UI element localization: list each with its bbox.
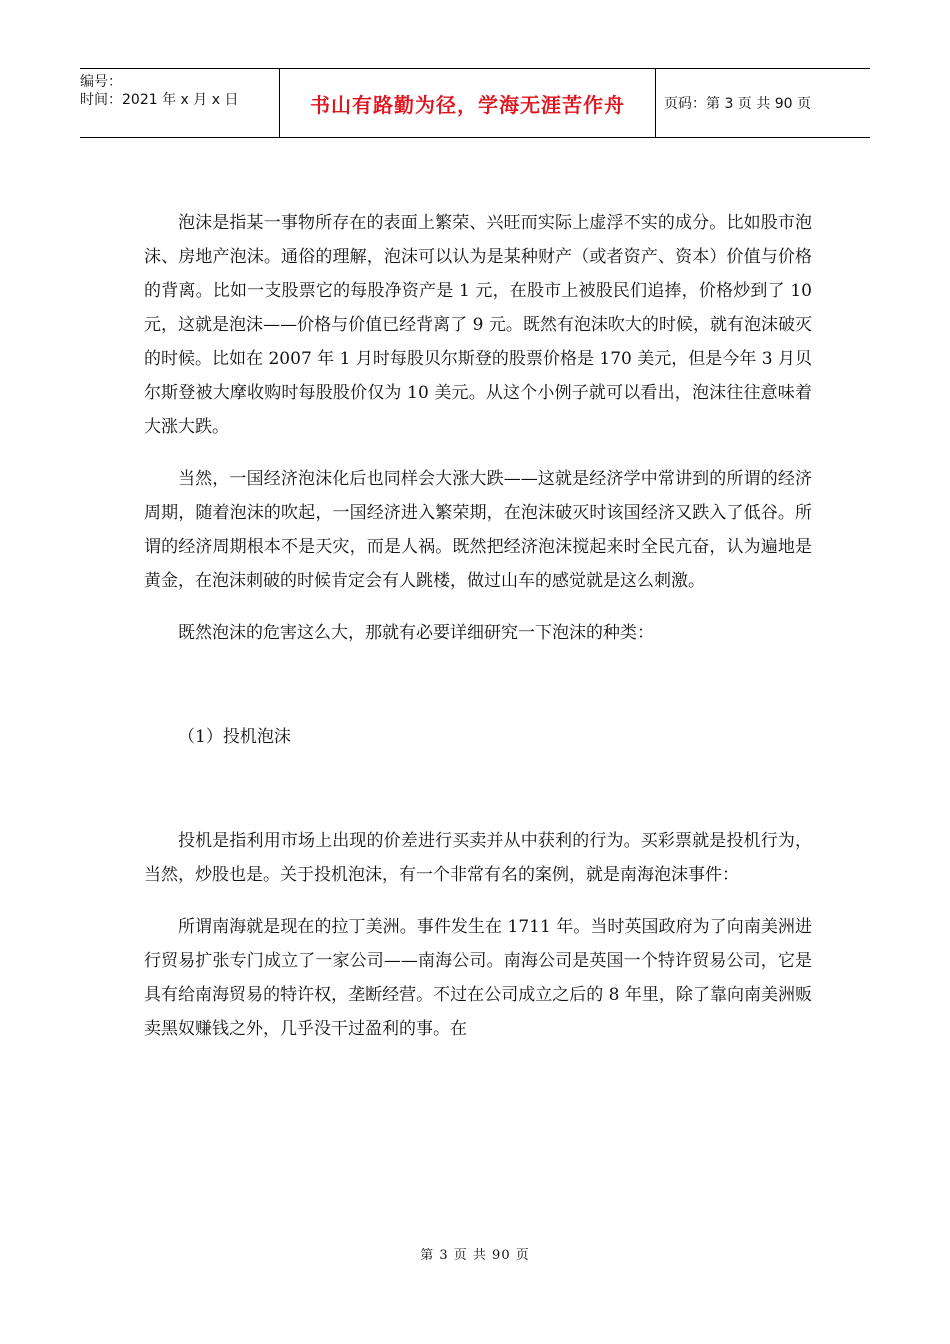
time-label: 时间：2021 年 x 月 x 日 <box>80 92 239 108</box>
header-slogan: 书山有路勤为径，学海无涯苦作舟 <box>310 92 625 117</box>
page-header <box>80 68 870 138</box>
footer-page-number: 第 3 页 共 90 页 <box>420 1248 530 1263</box>
header-meta <box>80 69 280 137</box>
section-heading: （1）投机泡沫 <box>178 727 291 747</box>
paragraph-4: 投机是指利用市场上出现的价差进行买卖并从中获利的行为。买彩票就是投机行为，当然，炒股也是。关于投机泡沫，有一个非常有名的案例，就是南海泡沫事件： <box>144 831 812 885</box>
paragraph-1: 泡沫是指某一事物所存在的表面上繁荣、兴旺而实际上虚浮不实的成分。比如股市泡沫、房地产泡沫。通俗的理解，泡沫可以认为是某种财产（或者资产、资本）价值与价格的背离。比如一支股票它的每股净资产是 1 元，在股市上被股民们追捧，价格炒到了 10 元，这就是泡沫——价格与价值已经背离了 9 元。既然有泡沫吹大的时候，就有泡沫破灭的时候。比如在 2007 年 1 月时每股贝尔斯登的股票价格是 170 美元，但是今年 3 月贝尔斯登被大摩收购时每股股价仅为 10 美元。从这个小例子就可以看出，泡沫往往意味着大涨大跌。 <box>144 213 812 437</box>
header-page-cell <box>656 69 870 137</box>
paragraph-3: 既然泡沫的危害这么大，那就有必要详细研究一下泡沫的种类： <box>178 623 654 643</box>
page-footer <box>0 1244 950 1263</box>
number-label: 编号： <box>80 74 122 90</box>
document-body <box>144 206 812 1046</box>
paragraph-5: 所谓南海就是现在的拉丁美洲。事件发生在 1711 年。当时英国政府为了向南美洲进行贸易扩张专门成立了一家公司——南海公司。南海公司是英国一个特许贸易公司，它是具有给南海贸易的特许权，垄断经营。不过在公司成立之后的 8 年里，除了靠向南美洲贩卖黑奴赚钱之外，几乎没干过盈利的事。在 <box>144 917 812 1039</box>
header-page-label: 页码：第 3 页 共 90 页 <box>664 96 811 112</box>
paragraph-2: 当然，一国经济泡沫化后也同样会大涨大跌——这就是经济学中常讲到的所谓的经济周期，随着泡沫的吹起，一国经济进入繁荣期，在泡沫破灭时该国经济又跌入了低谷。所谓的经济周期根本不是天灾，而是人祸。既然把经济泡沫搅起来时全民亢奋，认为遍地是黄金，在泡沫刺破的时候肯定会有人跳楼，做过山车的感觉就是这么刺激。 <box>144 469 812 591</box>
header-slogan-cell <box>280 69 656 137</box>
